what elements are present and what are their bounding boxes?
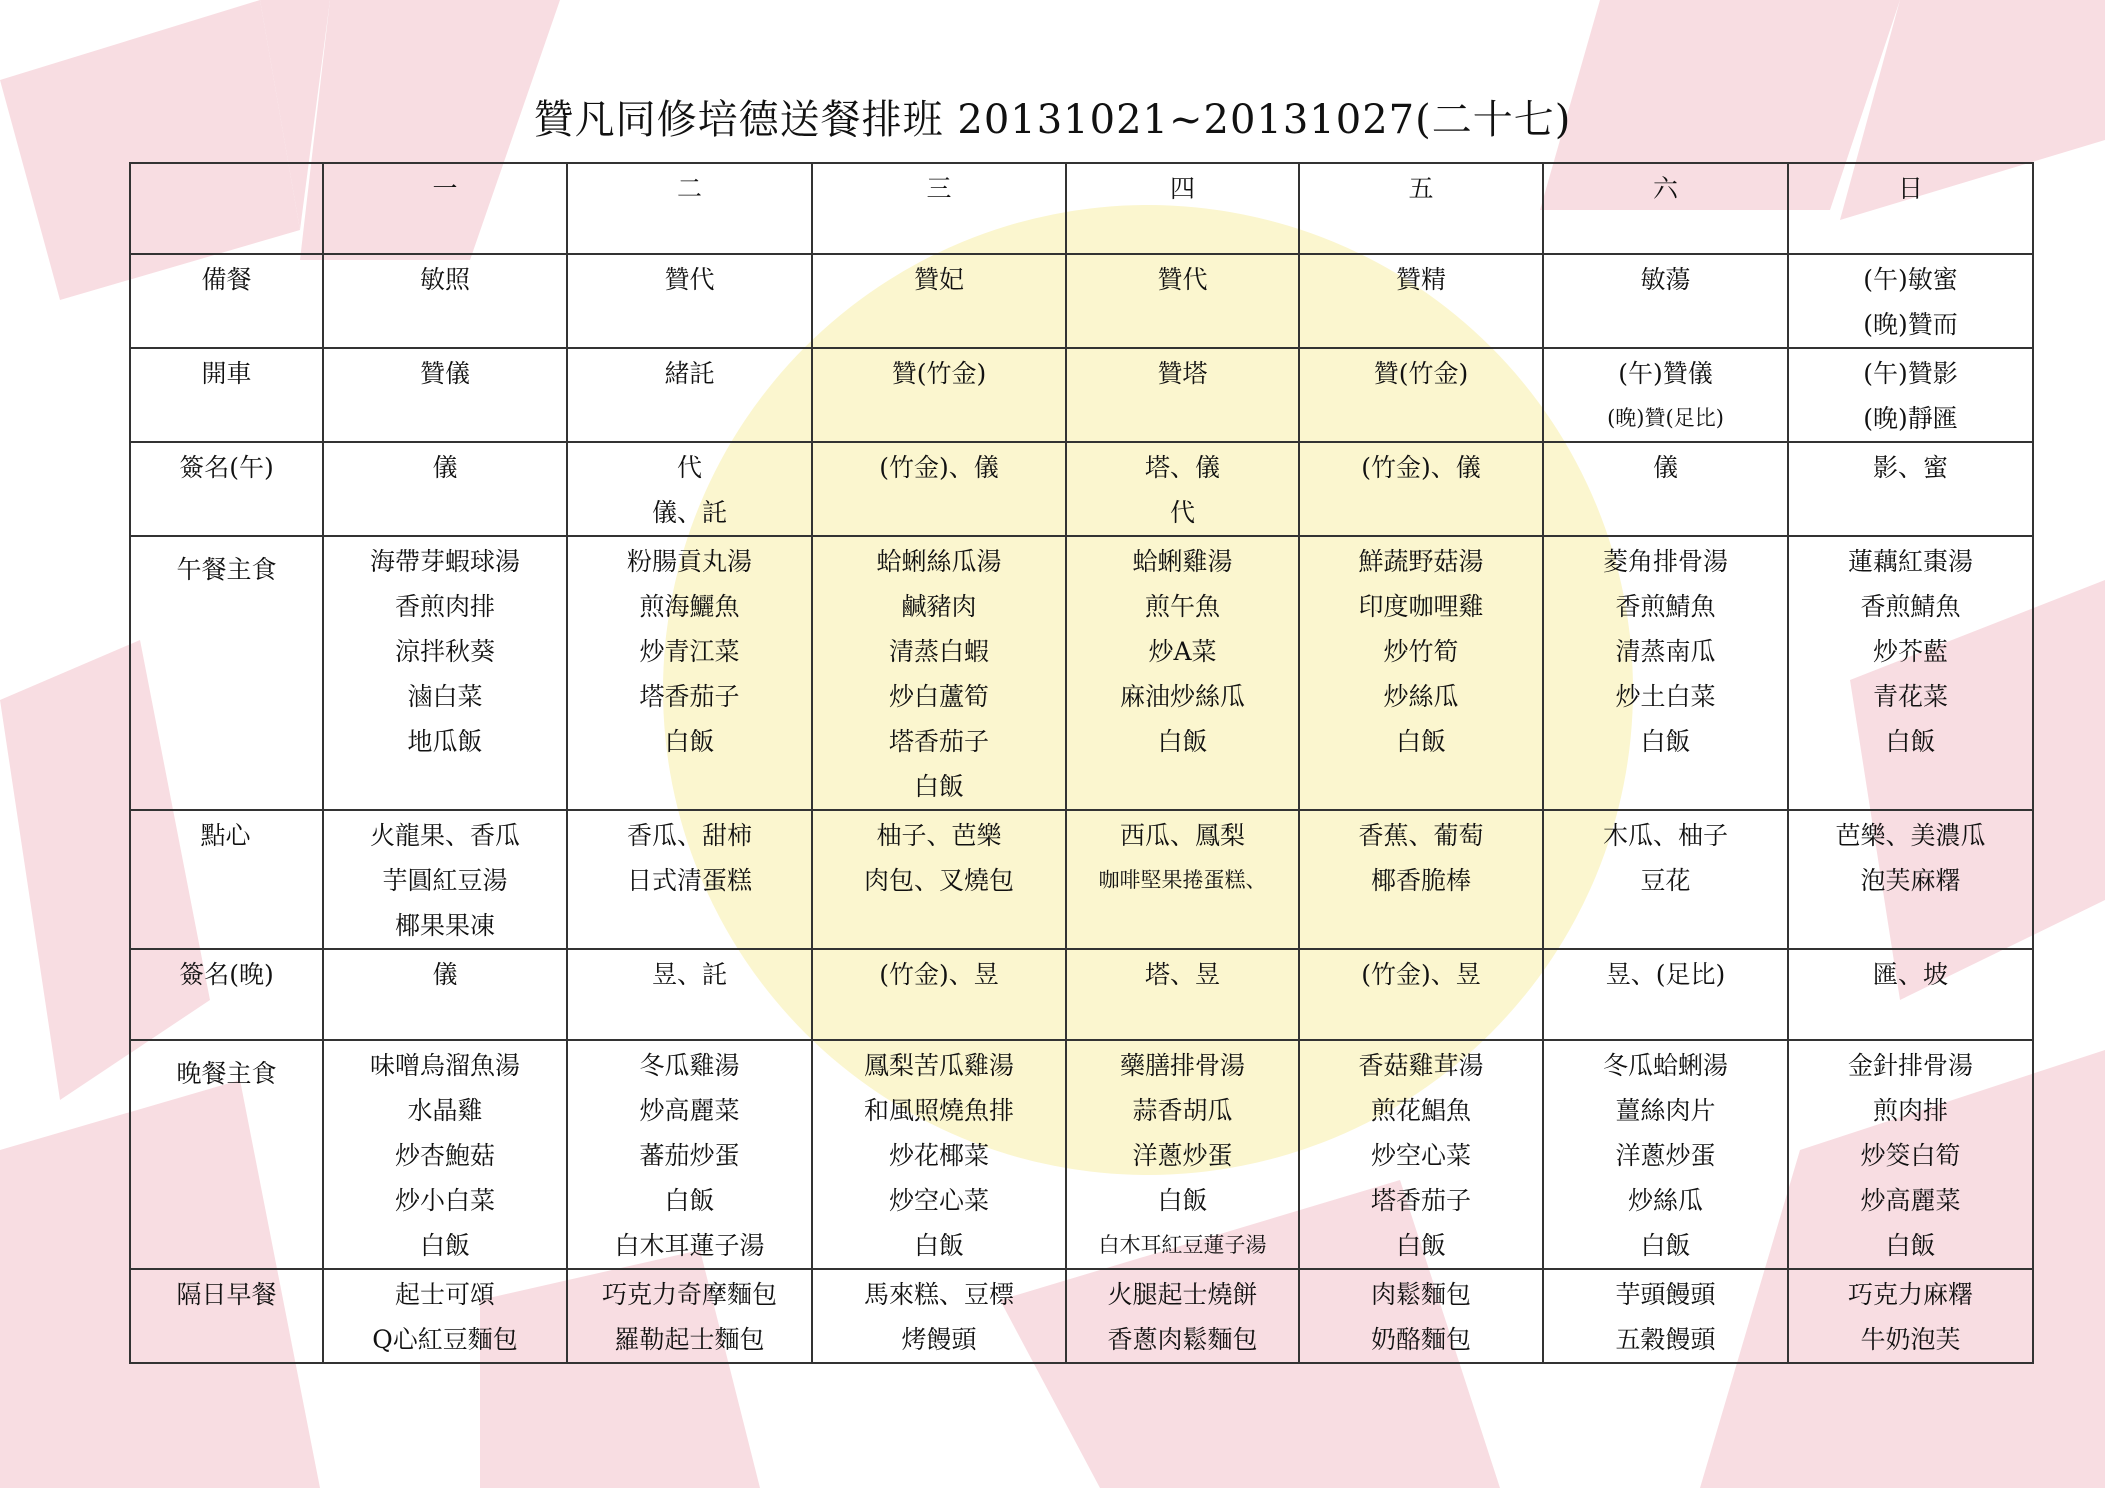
cell-line: 馬來糕、豆標 <box>863 1280 1014 1309</box>
schedule-cell <box>812 810 1066 949</box>
schedule-cell <box>1066 254 1299 348</box>
row-header: 備餐 <box>130 254 323 348</box>
day-header: 日 <box>1788 163 2033 254</box>
corner-cell <box>130 163 323 254</box>
schedule-cell <box>1299 348 1543 442</box>
cell-line: 蕃茄炒蛋 <box>639 1141 740 1170</box>
row-header: 晚餐主食 <box>130 1040 323 1269</box>
schedule-cell <box>1543 949 1788 1040</box>
cell-line: 火腿起士燒餅 <box>1107 1280 1258 1309</box>
cell-line: 鳳梨苦瓜雞湯 <box>863 1051 1014 1080</box>
schedule-cell <box>1543 1269 1788 1363</box>
cell-line: 白飯 <box>1640 727 1691 756</box>
cell-line: 冬瓜雞湯 <box>639 1051 740 1080</box>
cell-line: 和風照燒魚排 <box>863 1096 1014 1125</box>
table-row <box>130 536 2033 810</box>
cell-line: 炒空心菜 <box>888 1186 989 1215</box>
schedule-cell <box>1299 254 1543 348</box>
schedule-cell <box>1788 1269 2033 1363</box>
cell-line: 肉包、叉燒包 <box>863 866 1014 895</box>
cell-line: 涼拌秋葵 <box>394 637 495 666</box>
cell-line: 鮮蔬野菇湯 <box>1358 547 1484 576</box>
cell-line: 白飯 <box>1395 1231 1446 1260</box>
cell-line: 贊塔 <box>1157 359 1208 388</box>
schedule-cell <box>812 536 1066 810</box>
cell-line: 柚子、芭樂 <box>876 821 1002 850</box>
cell-line: 椰果果凍 <box>394 911 495 940</box>
cell-line: 炒芥藍 <box>1872 637 1948 666</box>
cell-line: 五穀饅頭 <box>1615 1325 1716 1354</box>
cell-line: 味噌烏溜魚湯 <box>369 1051 520 1080</box>
cell-line: 煎花鯧魚 <box>1370 1096 1471 1125</box>
schedule-cell <box>567 254 812 348</box>
cell-line: (晚)贊(足比) <box>1607 406 1724 430</box>
cell-line: (竹金)、儀 <box>879 453 999 482</box>
schedule-cell <box>1543 536 1788 810</box>
cell-line: 香煎肉排 <box>394 592 495 621</box>
cell-line: 白飯 <box>1640 1231 1691 1260</box>
schedule-cell <box>812 254 1066 348</box>
cell-line: (竹金)、儀 <box>1361 453 1481 482</box>
cell-line: 香菇雞茸湯 <box>1358 1051 1484 1080</box>
cell-line: 儀 <box>1652 453 1678 482</box>
cell-line: 鹹豬肉 <box>901 592 977 621</box>
cell-line: 香瓜、甜柿 <box>626 821 752 850</box>
schedule-cell <box>323 254 567 348</box>
day-header: 一 <box>323 163 567 254</box>
cell-line: 煎肉排 <box>1872 1096 1948 1125</box>
cell-line: 炒筊白筍 <box>1860 1141 1961 1170</box>
cell-line: 香蕉、葡萄 <box>1358 821 1484 850</box>
cell-line: 塔香茄子 <box>639 682 740 711</box>
cell-line: 白飯 <box>664 1186 715 1215</box>
cell-line: 蓮藕紅棗湯 <box>1847 547 1973 576</box>
day-header: 三 <box>812 163 1066 254</box>
cell-line: 白飯 <box>1157 727 1208 756</box>
schedule-cell <box>1299 949 1543 1040</box>
schedule-cell <box>567 442 812 536</box>
row-header: 開車 <box>130 348 323 442</box>
cell-line: 豆花 <box>1640 866 1691 895</box>
cell-line: 代 <box>1169 498 1195 527</box>
schedule-cell <box>1543 442 1788 536</box>
cell-line: 香蔥肉鬆麵包 <box>1107 1325 1258 1354</box>
cell-line: 炒小白菜 <box>394 1186 495 1215</box>
cell-line: 炒高麗菜 <box>639 1096 740 1125</box>
cell-line: 清蒸白蝦 <box>888 637 989 666</box>
table-row <box>130 348 2033 442</box>
schedule-cell <box>1788 810 2033 949</box>
cell-line: 菱角排骨湯 <box>1602 547 1728 576</box>
cell-line: (晚)靜匯 <box>1863 404 1958 433</box>
schedule-cell <box>1543 254 1788 348</box>
cell-line: 白飯 <box>1885 1231 1936 1260</box>
cell-line: 肉鬆麵包 <box>1370 1280 1471 1309</box>
cell-line: 贊(竹金) <box>1373 359 1469 388</box>
cell-line: 煎午魚 <box>1144 592 1220 621</box>
cell-line: 水晶雞 <box>407 1096 483 1125</box>
schedule-cell <box>323 442 567 536</box>
cell-line: 儀 <box>432 453 458 482</box>
schedule-cell <box>812 1040 1066 1269</box>
schedule-cell <box>1299 442 1543 536</box>
schedule-cell <box>323 348 567 442</box>
cell-line: 白飯 <box>1157 1186 1208 1215</box>
table-row <box>130 1269 2033 1363</box>
row-header: 簽名(午) <box>130 442 323 536</box>
cell-line: 炒花椰菜 <box>888 1141 989 1170</box>
cell-line: 煎海鱺魚 <box>639 592 740 621</box>
cell-line: 炒絲瓜 <box>1627 1186 1703 1215</box>
cell-line: (午)贊儀 <box>1618 359 1713 388</box>
cell-line: (竹金)、昱 <box>1361 960 1481 989</box>
row-header: 隔日早餐 <box>130 1269 323 1363</box>
schedule-cell <box>1299 536 1543 810</box>
schedule-cell <box>1788 536 2033 810</box>
cell-line: (竹金)、昱 <box>879 960 999 989</box>
cell-line: 芋頭饅頭 <box>1615 1280 1716 1309</box>
cell-line: 白飯 <box>913 772 964 801</box>
cell-line: 巧克力麻糬 <box>1847 1280 1973 1309</box>
cell-line: 巧克力奇摩麵包 <box>601 1280 777 1309</box>
schedule-cell <box>323 949 567 1040</box>
row-header: 點心 <box>130 810 323 949</box>
schedule-cell <box>812 949 1066 1040</box>
row-header: 午餐主食 <box>130 536 323 810</box>
schedule-cell <box>1788 254 2033 348</box>
cell-line: 洋蔥炒蛋 <box>1615 1141 1716 1170</box>
cell-line: 青花菜 <box>1872 682 1948 711</box>
cell-line: 冬瓜蛤蜊湯 <box>1602 1051 1728 1080</box>
schedule-cell <box>1543 810 1788 949</box>
schedule-cell <box>1066 536 1299 810</box>
cell-line: 木瓜、柚子 <box>1602 821 1728 850</box>
cell-line: 芭樂、美濃瓜 <box>1835 821 1986 850</box>
table-row <box>130 810 2033 949</box>
schedule-cell <box>567 536 812 810</box>
table-row <box>130 442 2033 536</box>
schedule-cell <box>567 949 812 1040</box>
cell-line: 白飯 <box>913 1231 964 1260</box>
cell-line: 塔、儀 <box>1144 453 1220 482</box>
cell-line: 白木耳蓮子湯 <box>614 1231 765 1260</box>
cell-line: 牛奶泡芙 <box>1860 1325 1961 1354</box>
cell-line: 羅勒起士麵包 <box>614 1325 765 1354</box>
cell-line: 海帶芽蝦球湯 <box>369 547 520 576</box>
cell-line: 緒託 <box>664 359 715 388</box>
cell-line: 炒高麗菜 <box>1860 1186 1961 1215</box>
schedule-cell <box>1066 949 1299 1040</box>
cell-line: 敏蕩 <box>1640 265 1691 294</box>
cell-line: 日式清蛋糕 <box>626 866 752 895</box>
schedule-cell <box>1543 1040 1788 1269</box>
schedule-cell <box>1066 442 1299 536</box>
cell-line: 椰香脆棒 <box>1370 866 1471 895</box>
schedule-cell <box>1066 810 1299 949</box>
schedule-cell <box>1066 1040 1299 1269</box>
cell-line: 贊妃 <box>913 265 964 294</box>
cell-line: 泡芙麻糬 <box>1860 866 1961 895</box>
cell-line: 炒青江菜 <box>639 637 740 666</box>
schedule-cell <box>1299 1040 1543 1269</box>
cell-line: 炒空心菜 <box>1370 1141 1471 1170</box>
schedule-cell <box>323 810 567 949</box>
cell-line: (晚)贊而 <box>1863 310 1958 339</box>
cell-line: 西瓜、鳳梨 <box>1119 821 1245 850</box>
cell-line: 藥膳排骨湯 <box>1119 1051 1245 1080</box>
cell-line: 炒A菜 <box>1148 637 1217 666</box>
day-header: 四 <box>1066 163 1299 254</box>
schedule-cell <box>1788 442 2033 536</box>
cell-line: 昱、託 <box>651 960 727 989</box>
schedule-cell <box>567 1269 812 1363</box>
table-row <box>130 1040 2033 1269</box>
cell-line: 烤饅頭 <box>901 1325 977 1354</box>
cell-line: 麻油炒絲瓜 <box>1119 682 1245 711</box>
schedule-cell <box>812 348 1066 442</box>
cell-line: 儀 <box>432 960 458 989</box>
cell-line: 影、蜜 <box>1872 453 1948 482</box>
cell-line: 清蒸南瓜 <box>1615 637 1716 666</box>
cell-line: 蛤蜊絲瓜湯 <box>876 547 1002 576</box>
cell-line: 香煎鯖魚 <box>1615 592 1716 621</box>
schedule-table <box>129 162 2034 1364</box>
cell-line: 火龍果、香瓜 <box>369 821 520 850</box>
cell-line: 塔香茄子 <box>888 727 989 756</box>
cell-line: 贊代 <box>664 265 715 294</box>
header-row <box>130 163 2033 254</box>
cell-line: (午)敏蜜 <box>1863 265 1958 294</box>
cell-line: 白飯 <box>1885 727 1936 756</box>
schedule-cell <box>323 536 567 810</box>
table-row <box>130 949 2033 1040</box>
cell-line: Q心紅豆麵包 <box>372 1325 518 1354</box>
cell-line: 白飯 <box>664 727 715 756</box>
page-title: 贊凡同修培德送餐排班 20131021~20131027(二十七) <box>533 97 1572 143</box>
day-header: 六 <box>1543 163 1788 254</box>
cell-line: 芋圓紅豆湯 <box>382 866 508 895</box>
schedule-cell <box>1788 1040 2033 1269</box>
day-header: 二 <box>567 163 812 254</box>
cell-line: 代 <box>676 453 702 482</box>
cell-line: 粉腸貢丸湯 <box>626 547 752 576</box>
cell-line: 蒜香胡瓜 <box>1132 1096 1233 1125</box>
cell-line: 贊(竹金) <box>891 359 987 388</box>
cell-line: 炒土白菜 <box>1615 682 1716 711</box>
schedule-cell <box>1788 949 2033 1040</box>
cell-line: 匯、坡 <box>1872 960 1948 989</box>
cell-line: 奶酪麵包 <box>1370 1325 1471 1354</box>
cell-line: 蛤蜊雞湯 <box>1132 547 1233 576</box>
cell-line: 起士可頌 <box>394 1280 495 1309</box>
cell-line: 滷白菜 <box>407 682 483 711</box>
cell-line: 白飯 <box>1395 727 1446 756</box>
cell-line: 炒竹筍 <box>1383 637 1459 666</box>
cell-line: 儀、託 <box>651 498 727 527</box>
cell-line: 咖啡堅果捲蛋糕、 <box>1098 868 1267 892</box>
cell-line: 洋蔥炒蛋 <box>1132 1141 1233 1170</box>
schedule-cell <box>323 1269 567 1363</box>
cell-line: 塔香茄子 <box>1370 1186 1471 1215</box>
cell-line: 地瓜飯 <box>407 727 483 756</box>
schedule-cell <box>567 1040 812 1269</box>
cell-line: 昱、(足比) <box>1605 960 1726 989</box>
schedule-cell <box>323 1040 567 1269</box>
cell-line: 贊精 <box>1395 265 1446 294</box>
cell-line: 香煎鯖魚 <box>1860 592 1961 621</box>
row-header: 簽名(晚) <box>130 949 323 1040</box>
cell-line: 金針排骨湯 <box>1847 1051 1973 1080</box>
cell-line: 白飯 <box>419 1231 470 1260</box>
table-row <box>130 254 2033 348</box>
schedule-cell <box>812 1269 1066 1363</box>
schedule-cell <box>1299 1269 1543 1363</box>
schedule-cell <box>1066 348 1299 442</box>
schedule-cell <box>567 810 812 949</box>
cell-line: 塔、昱 <box>1144 960 1220 989</box>
schedule-cell <box>1066 1269 1299 1363</box>
cell-line: 印度咖哩雞 <box>1358 592 1484 621</box>
schedule-cell <box>1788 348 2033 442</box>
schedule-cell <box>1543 348 1788 442</box>
cell-line: 炒杏鮑菇 <box>394 1141 495 1170</box>
cell-line: 贊代 <box>1157 265 1208 294</box>
cell-line: 薑絲肉片 <box>1615 1096 1716 1125</box>
day-header: 五 <box>1299 163 1543 254</box>
schedule-cell <box>812 442 1066 536</box>
cell-line: (午)贊影 <box>1863 359 1958 388</box>
cell-line: 炒絲瓜 <box>1383 682 1459 711</box>
cell-line: 敏照 <box>419 265 470 294</box>
cell-line: 贊儀 <box>419 359 470 388</box>
cell-line: 炒白蘆筍 <box>888 682 989 711</box>
schedule-cell <box>1299 810 1543 949</box>
schedule-cell <box>567 348 812 442</box>
cell-line: 白木耳紅豆蓮子湯 <box>1098 1233 1267 1257</box>
